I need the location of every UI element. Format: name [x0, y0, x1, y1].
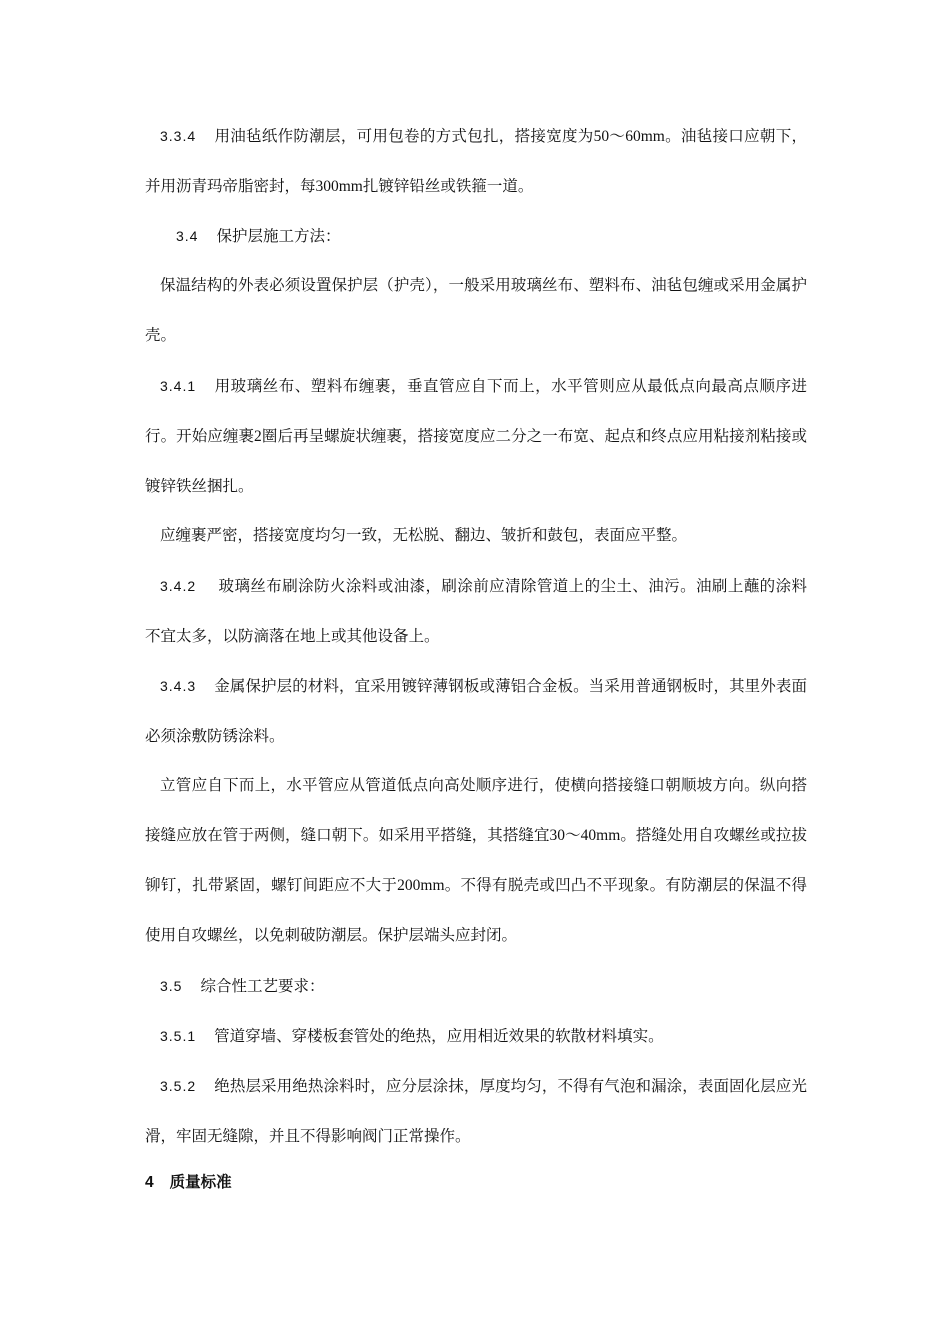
- clause-number: 3.5.1: [160, 1028, 197, 1044]
- paragraph-3-5-1: [145, 1011, 807, 1062]
- paragraph-3-5-2: [145, 1061, 807, 1162]
- paragraph-text: 管道穿墙、穿楼板套管处的绝热，应用相近效果的软散材料填实。: [214, 1028, 664, 1045]
- paragraph-text: 应缠裹严密，搭接宽度均匀一致，无松脱、翻边、皱折和鼓包，表面应平整。: [160, 527, 688, 544]
- clause-number: 3.4.3: [160, 678, 197, 694]
- clause-number: 3.4: [176, 228, 199, 244]
- clause-number: 3.5.2: [160, 1078, 197, 1094]
- paragraph-3-3-4: [145, 111, 807, 212]
- clause-number: 3.4.2: [160, 578, 197, 594]
- paragraph-3-4-2: [145, 561, 807, 662]
- paragraph-3-4-1: [145, 361, 807, 512]
- paragraph-text: 保温结构的外表必须设置保护层（护壳），一般采用玻璃丝布、塑料布、油毡包缠或采用金属护壳。: [145, 277, 807, 344]
- paragraph-3-5: [145, 961, 807, 1012]
- paragraph-text: 金属保护层的材料，宜采用镀锌薄钢板或薄铝合金板。当采用普通钢板时，其里外表面必须涂敷防锈涂料。: [145, 678, 807, 745]
- paragraph-riser-procedure: [145, 761, 807, 961]
- clause-number: 3.4.1: [160, 378, 197, 394]
- section-title: 质量标准: [169, 1174, 232, 1191]
- paragraph-text: 用玻璃丝布、塑料布缠裹，垂直管应自下而上，水平管则应从最低点向最高点顺序进行。开始应缠裹2圈后再呈螺旋状缠裹，搭接宽度应二分之一布宽、起点和终点应用粘接剂粘接或镀锌铁丝捆扎。: [145, 378, 807, 495]
- paragraph-protective-shell: [145, 261, 807, 361]
- paragraph-text: 保护层施工方法：: [216, 228, 341, 245]
- paragraph-text: 综合性工艺要求：: [200, 978, 325, 995]
- paragraph-3-4: [145, 211, 807, 262]
- paragraph-3-4-3: [145, 661, 807, 762]
- section-number: 4: [145, 1174, 154, 1191]
- section-heading-4: [145, 1168, 232, 1198]
- paragraph-text: 立管应自下而上，水平管应从管道低点向高处顺序进行，使横向搭接缝口朝顺坡方向。纵向搭接缝应放在管于两侧，缝口朝下。如采用平搭缝，其搭缝宜30～40mm。搭缝处用自攻螺丝或拉拔铆钉，扎带紧固，螺钉间距应不大于200mm。不得有脱壳或凹凸不平现象。有防潮层的保温不得使用自攻螺丝，以免刺破防潮层。保护层端头应封闭。: [145, 777, 807, 944]
- paragraph-text: 绝热层采用绝热涂料时，应分层涂抹，厚度均匀，不得有气泡和漏涂，表面固化层应光滑，牢固无缝隙，并且不得影响阀门正常操作。: [145, 1078, 807, 1145]
- clause-number: 3.5: [160, 978, 183, 994]
- clause-number: 3.3.4: [160, 128, 197, 144]
- paragraph-text: 用油毡纸作防潮层，可用包卷的方式包扎，搭接宽度为50～60mm。油毡接口应朝下，并用沥青玛帝脂密封，每300mm扎镀锌铅丝或铁箍一道。: [145, 128, 807, 195]
- paragraph-wrapping-quality: [145, 511, 807, 561]
- paragraph-text: 玻璃丝布刷涂防火涂料或油漆，刷涂前应清除管道上的尘土、油污。油刷上蘸的涂料不宜太多，以防滴落在地上或其他设备上。: [145, 578, 807, 645]
